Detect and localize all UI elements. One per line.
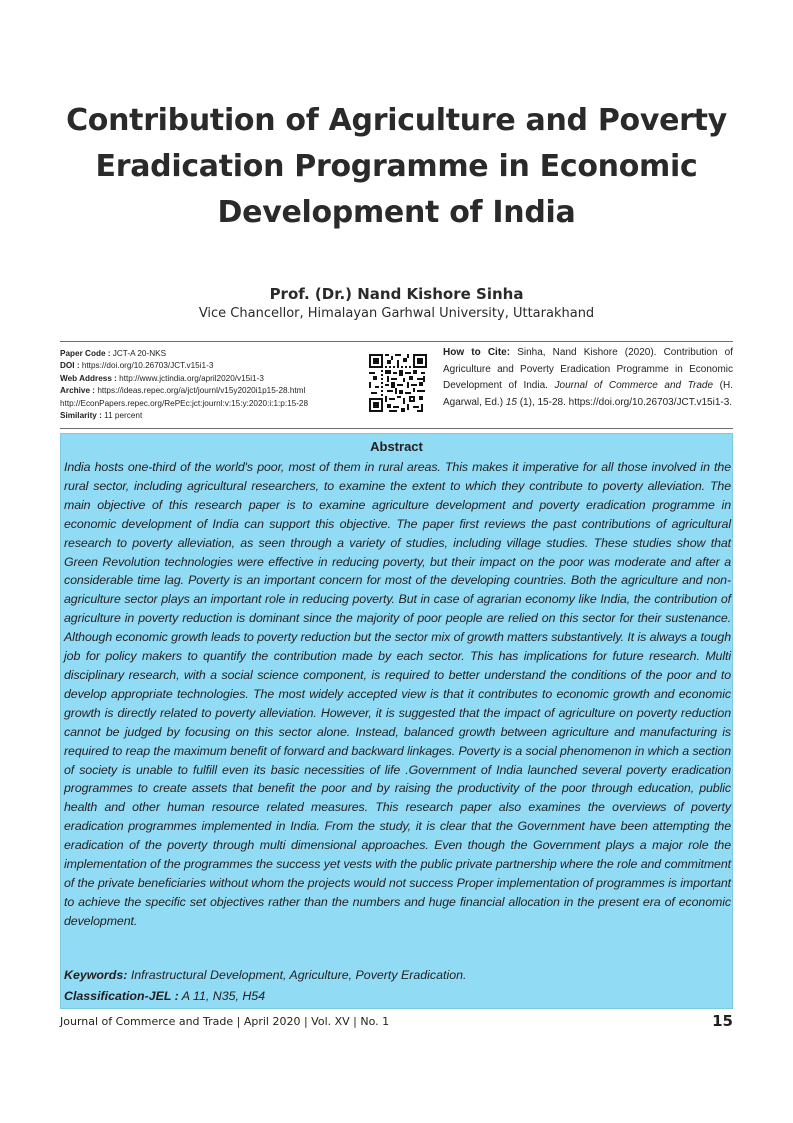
paper-code: JCT-A 20-NKS — [112, 349, 167, 358]
paper-metadata — [60, 348, 360, 422]
web-address-link[interactable]: http://www.jctindia.org/april2020/v15i1-3 — [119, 373, 264, 383]
cite-text-a: Sinha, Nand Kishore (2020). Contribution of Agriculture and Poverty Eradication Programme in Economic Development of India. — [443, 347, 733, 392]
similarity-value: 11 percent — [104, 411, 143, 421]
cite-volume: 15 — [505, 396, 517, 408]
econpapers-link[interactable]: http://EconPapers.repec.org/RePEc:jct:journl:v:15:y:2020:i:1:p:15-28 — [60, 398, 309, 408]
abstract-box — [60, 433, 733, 1009]
title-line-2: Eradication Programme in Economic — [95, 149, 698, 184]
cite-text-c: (1), 15-28. https://doi.org/10.26703/JCT.v15i1-3. — [519, 396, 733, 408]
archive-link[interactable]: https://ideas.repec.org/a/jct/journl/v15y2020i1p15-28.html — [97, 386, 306, 396]
abstract-body: India hosts one-third of the world's poor, most of them in rural areas. This makes it imperative for all those involved in the rural sector, including agricultural researchers, to examine the extent to which they contribute to poverty alleviation. The main objective of this research paper is to examine agriculture development and poverty eradication programme in economic development of India can support this objective. The paper first reviews the past contributions of agricultural research to poverty alleviation, as seen through a variety of studies, including village studies. These studies show that Green Revolution technologies were effective in reducing poverty, but their impact on the poor was moderate and after a considerable time lag. Poverty is an important concern for most of the developing countries. Both the agriculture and non-agriculture sector plays an important role in reducing poverty. But in case of agrarian economy like India, the contribution of agriculture in poverty reduction is dominant since the majority of poor people are relied on this sector for their sustenance. Although economic growth leads to poverty reduction but the sector mix of growth matters substantively. It is always a tough job for policy makers to quantify the contribution made by each sector. This has implications for future research. Multi disciplinary research, with a social science component, is required to better understand the conditions of the poor and to develop appropriate technologies. The most widely accepted view is that it contributes to economic growth and economic growth is directly related to poverty alleviation. However, it is suggested that the impact of agriculture on poverty reduction cannot be judged by focusing on this sector alone. Instead, balanced growth between agriculture and manufacturing is required to reap the maximum benefit of forward and backward linkages. Poverty is a social phenomenon in which a section of society is unable to fulfill even its basic necessities of life .Government of India launched several poverty eradication programmes to create assets that benefit the poor and by raising the productivity of the poor through education, public health and other human resource related measures. This research paper also examines the overviews of poverty eradication programmes implemented in India. From the study, it is clear that the Government have been attempting the eradication of the poverty through multi dimensional approaches. Even though the Government plays a major role the implementation of the programmes the success yet vests with the public private partnership where the role and commitment of the private beneficiaries without whom the projects would not success Proper implementation of programmes is important to achieve the specific set objectives rather than the numbers and huge financial allocation in the present era of economic development. — [64, 460, 731, 928]
title-line-3: Development of India — [217, 195, 576, 230]
abstract-heading: Abstract — [370, 439, 423, 454]
keywords-line — [64, 966, 731, 985]
similarity-row: Similarity : 11 percent — [60, 411, 143, 421]
divider-top — [60, 341, 733, 342]
doi-link[interactable]: https://doi.org/10.26703/JCT.v15i1-3 — [81, 361, 214, 371]
page-footer — [60, 1014, 733, 1034]
cite-journal: Journal of Commerce and Trade — [554, 380, 714, 392]
jel-value: A 11, N35, H54 — [181, 989, 266, 1003]
jel-label: Classification-JEL : — [64, 989, 179, 1003]
paper-title — [60, 98, 733, 236]
author-name: Prof. (Dr.) Nand Kishore Sinha — [269, 285, 524, 303]
paper-code-row: Paper Code : JCT-A 20-NKS — [60, 349, 167, 358]
web-address-row: Web Address : http://www.jctindia.org/april2020/v15i1-3 — [60, 373, 264, 383]
footer-journal-info: Journal of Commerce and Trade | April 2020 | Vol. XV | No. 1 — [60, 1015, 390, 1028]
cite-label: How to Cite: — [443, 347, 511, 358]
page-number: 15 — [712, 1012, 733, 1030]
keywords-label: Keywords: — [64, 968, 128, 982]
keywords-value: Infrastructural Development, Agriculture, Poverty Eradication. — [130, 968, 467, 982]
how-to-cite — [443, 345, 733, 411]
author-affiliation: Vice Chancellor, Himalayan Garhwal University, Uttarakhand — [198, 306, 595, 321]
title-line-1: Contribution of Agriculture and Poverty — [66, 103, 727, 138]
divider-bottom — [60, 428, 733, 429]
doi-row: DOI : https://doi.org/10.26703/JCT.v15i1-3 — [60, 361, 214, 371]
cite-text-b: (H. Agarwal, Ed.) — [443, 380, 734, 408]
jel-classification-line — [64, 987, 731, 1006]
qr-code-icon — [369, 354, 427, 412]
archive-row: Archive : https://ideas.repec.org/a/jct/journl/v15y2020i1p15-28.html — [60, 386, 306, 396]
